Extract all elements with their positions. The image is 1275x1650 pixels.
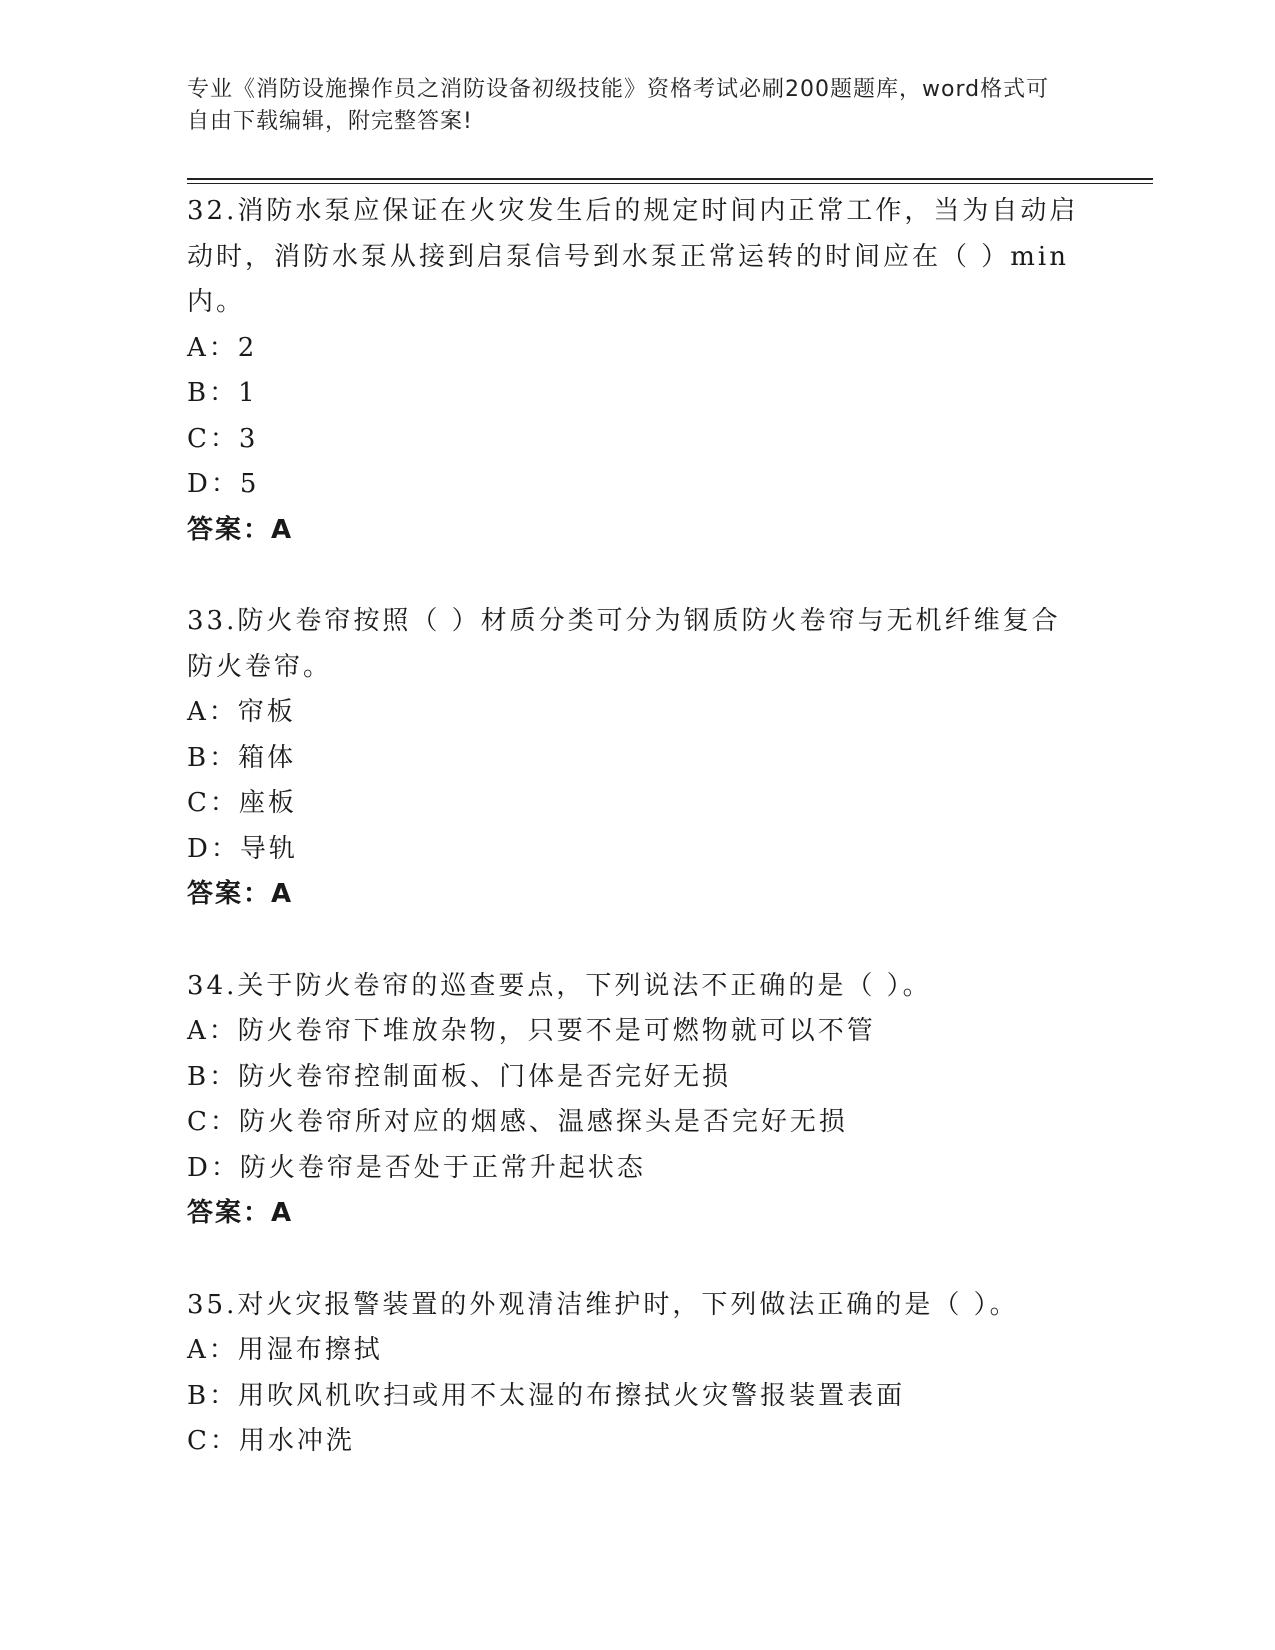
header-rule-thin bbox=[187, 183, 1153, 184]
document-header: 专业《消防设施操作员之消防设备初级技能》资格考试必刷200题题库，word格式可自由下载编辑，附完整答案! bbox=[187, 77, 1050, 134]
question-stem: 33.防火卷帘按照（ ）材质分类可分为钢质防火卷帘与无机纤维复合防火卷帘。 bbox=[187, 606, 1061, 682]
option-c: C：3 bbox=[187, 423, 259, 454]
header-rule-thick bbox=[187, 178, 1153, 180]
option-d: D：防火卷帘是否处于正常升起状态 bbox=[187, 1152, 646, 1183]
question-stem: 35.对火灾报警装置的外观清洁维护时，下列做法正确的是（ ）。 bbox=[187, 1289, 1019, 1320]
question-35 bbox=[187, 1283, 1087, 1465]
question-34 bbox=[187, 964, 1087, 1237]
option-c: C：防火卷帘所对应的烟感、温感探头是否完好无损 bbox=[187, 1107, 848, 1137]
option-b: B：箱体 bbox=[187, 742, 297, 773]
question-list bbox=[187, 189, 1087, 1511]
answer-label: 答案：A bbox=[187, 514, 294, 545]
option-c: C：座板 bbox=[187, 788, 297, 818]
option-a: A：防火卷帘下堆放杂物，只要不是可燃物就可以不管 bbox=[187, 1016, 876, 1046]
question-33 bbox=[187, 599, 1087, 918]
option-a: A：用湿布擦拭 bbox=[187, 1335, 383, 1365]
option-a: A：帘板 bbox=[187, 697, 296, 727]
option-d: D：5 bbox=[187, 469, 260, 499]
answer-label: 答案：A bbox=[187, 1198, 294, 1228]
option-b: B：用吹风机吹扫或用不太湿的布擦拭火灾警报装置表面 bbox=[187, 1380, 906, 1411]
option-d: D：导轨 bbox=[187, 833, 298, 864]
question-stem: 34.关于防火卷帘的巡查要点，下列说法不正确的是（ ）。 bbox=[187, 970, 932, 1001]
option-b: B：防火卷帘控制面板、门体是否完好无损 bbox=[187, 1061, 732, 1092]
option-c: C：用水冲洗 bbox=[187, 1426, 355, 1456]
question-32 bbox=[187, 189, 1087, 553]
option-b: B：1 bbox=[187, 378, 258, 408]
answer-label: 答案：A bbox=[187, 879, 294, 909]
question-stem: 32.消防水泵应保证在火灾发生后的规定时间内正常工作，当为自动启动时，消防水泵从接到启泵信号到水泵正常运转的时间应在（ ）min内。 bbox=[187, 196, 1079, 317]
option-a: A：2 bbox=[187, 332, 258, 363]
